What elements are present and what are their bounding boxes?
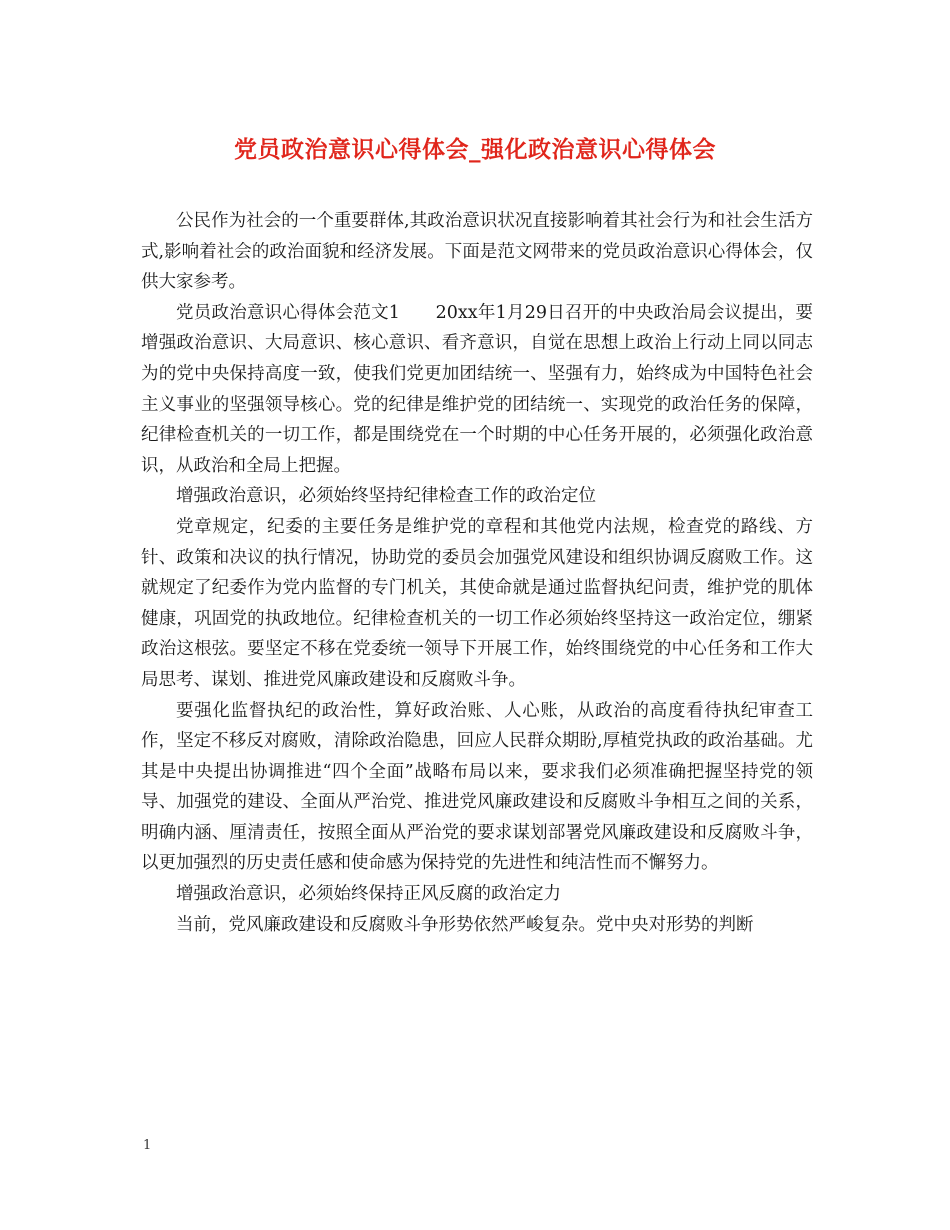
paragraph: 要强化监督执纪的政治性，算好政治账、人心账，从政治的高度看待执纪审查工作，坚定不移反对腐败，清除政治隐患，回应人民群众期盼,厚植党执政的政治基础。尤其是中央提出协调推进“四个全面”战略布局以来，要求我们必须准确把握坚持党的领导、加强党的建设、全面从严治党、推进党风廉政建设和反腐败斗争相互之间的关系，明确内涵、厘清责任，按照全面从严治党的要求谋划部署党风廉政建设和反腐败斗争，以更加强烈的历史责任感和使命感为保持党的先进性和纯洁性而不懈努力。 — [141, 700, 813, 874]
section-heading: 增强政治意识，必须始终保持正风反腐的政治定力 — [176, 884, 561, 905]
document-title: 党员政治意识心得体会_强化政治意识心得体会 — [234, 136, 716, 163]
paragraph: 公民作为社会的一个重要群体,其政治意识状况直接影响着其社会行为和社会生活方式,影响着社会的政治面貌和经济发展。下面是范文网带来的党员政治意识心得体会，仅供大家参考。 — [141, 211, 813, 293]
paragraph: 当前，党风廉政建设和反腐败斗争形势依然严峻复杂。党中央对形势的判断 — [176, 914, 754, 935]
section-heading: 增强政治意识，必须始终坚持纪律检查工作的政治定位 — [176, 486, 596, 507]
paragraph: 党章规定，纪委的主要任务是维护党的章程和其他党内法规，检查党的路线、方针、政策和决议的执行情况，协助党的委员会加强党风建设和组织协调反腐败工作。这就规定了纪委作为党内监督的专门机关，其使命就是通过监督执纪问责，维护党的肌体健康，巩固党的执政地位。纪律检查机关的一切工作必须始终坚持这一政治定位，绷紧政治这根弦。要坚定不移在党委统一领导下开展工作，始终围绕党的中心任务和工作大局思考、谋划、推进党风廉政建设和反腐败斗争。 — [141, 516, 813, 690]
document-body — [141, 206, 813, 940]
page-number: 1 — [143, 1138, 152, 1153]
paragraph: 党员政治意识心得体会范文1 20xx年1月29日召开的中央政治局会议提出，要增强政治意识、大局意识、核心意识、看齐意识，自觉在思想上政治上行动上同以同志为的党中央保持高度一致，使我们党更加团结统一、坚强有力，始终成为中国特色社会主义事业的坚强领导核心。党的纪律是维护党的团结统一、实现党的政治任务的保障，纪律检查机关的一切工作，都是围绕党在一个时期的中心任务开展的，必须强化政治意识，从政治和全局上把握。 — [141, 302, 813, 476]
